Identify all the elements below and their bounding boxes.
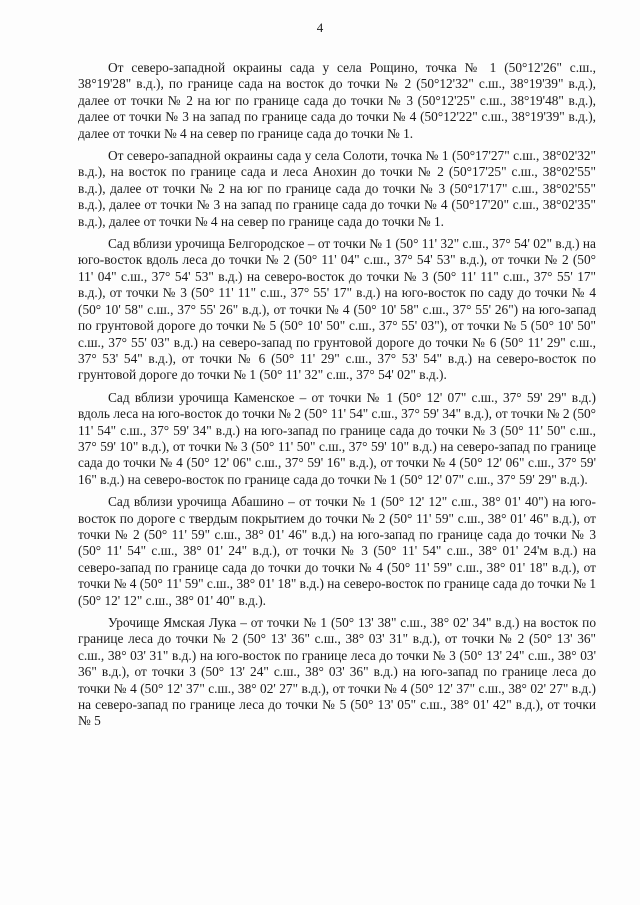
paragraph-soloti-garden: От северо-западной окраины сада у села Солоти, точка № 1 (50°17'27" с.ш., 38°02'32" в.д.), на восток по границе сада и леса Анохин до точки № 2 (50°17'25" с.ш., 38°02'55" в.д.), далее от точки № 2 на юг по границе сада до точки № 3 (50°17'17" с.ш., 38°02'55" в.д.), далее от точки № 3 на запад по границе сада до точки № 4 (50°17'20" с.ш., 38°02'35" в.д.), далее от точки № 4 на север по границе сада до точки № 1. [78, 148, 596, 229]
document-body [78, 60, 596, 736]
paragraph-roshchino-garden: От северо-западной окраины сада у села Рощино, точка № 1 (50°12'26" с.ш., 38°19'28" в.д.), по границе сада на восток до точки № 2 (50°12'32" с.ш., 38°19'39" в.д.), далее от точки № 2 на юг по границе сада до точки № 3 (50°12'25" с.ш., 38°19'48" в.д.), далее от точки № 3 на запад по границе сада до точки № 4 (50°12'22" с.ш., 38°19'39" в.д.), далее от точки № 4 на север по границе сада до точки № 1. [78, 60, 596, 141]
paragraph-kamenskoe-garden: Сад вблизи урочища Каменское – от точки № 1 (50° 12' 07" с.ш., 37° 59' 29" в.д.) вдоль леса на юго-восток до точки № 2 (50° 11' 54" с.ш., 37° 59' 34" в.д.), от точки № 2 (50° 11' 54" с.ш., 37° 59' 34" в.д.) на юго-запад по границе сада до точки № 3 (50° 11' 50" с.ш., 37° 59' 10" в.д.), от точки № 3 (50° 11' 50" с.ш., 37° 59' 10" в.д.) на северо-запад по границе сада до точки № 4 (50° 12' 06" с.ш., 37° 59' 16" в.д.), от точки № 4 (50° 12' 06" с.ш., 37° 59' 16" в.д.) на северо-восток по границе сада до точки № 1 (50° 12' 07" с.ш., 37° 59' 29" в.д.). [78, 389, 596, 487]
paragraph-abashino-garden: Сад вблизи урочища Абашино – от точки № 1 (50° 12' 12" с.ш., 38° 01' 40") на юго-восток по дороге с твердым покрытием до точки № 2 (50° 11' 59" с.ш., 38° 01' 46" в.д.), от точки № 2 (50° 11' 59" с.ш., 38° 01' 46" в.д.) на юго-запад по границе сада до точки № 3 (50° 11' 54" с.ш., 38° 01' 24" в.д.), от точки № 3 (50° 11' 54" с.ш., 38° 01' 24'м в.д.) на северо-запад по границе сада до точки до точки № 4 (50° 11' 59" с.ш., 38° 01' 18" в.д.), от точки № 4 (50° 11' 59" с.ш., 38° 01' 18" в.д.) на северо-восток по границе сада до точки № 1 (50° 12' 12" с.ш., 38° 01' 40" в.д.). [78, 494, 596, 608]
page-number: 4 [316, 20, 324, 35]
paragraph-yamskaya-luka: Урочище Ямская Лука – от точки № 1 (50° 13' 38" с.ш., 38° 02' 34" в.д.) на восток по границе леса до точки № 2 (50° 13' 36" с.ш., 38° 03' 31" в.д.), от точки № 2 (50° 13' 36" с.ш., 38° 03' 31" в.д.) на юго-восток по границе леса до точки № 3 (50° 13' 24" с.ш., 38° 03' 36" в.д.), от точки 3 (50° 13' 24" с.ш., 38° 03' 36" в.д.) на юго-запад по границе леса до точки № 4 (50° 12' 37" с.ш., 38° 02' 27" в.д.), от точки № 4 (50° 12' 37" с.ш., 38° 02' 27" в.д.) на северо-запад по границе леса до точки № 5 (50° 13' 05" с.ш., 38° 01' 42" в.д.), от точки № 5 [78, 615, 596, 729]
paragraph-belgorodskoe-garden: Сад вблизи урочища Белгородское – от точки № 1 (50° 11' 32" с.ш., 37° 54' 02" в.д.) на юго-восток вдоль леса до точки № 2 (50° 11' 04" с.ш., 37° 54' 53" в.д.), от точки № 2 (50° 11' 04" с.ш., 37° 54' 53" в.д.) на северо-восток до точки № 3 (50° 11' 11" с.ш., 37° 55' 17" в.д.), от точки № 3 (50° 11' 11" с.ш., 37° 55' 17" в.д.) на юго-восток по саду до точки № 4 (50° 10' 58" с.ш., 37° 55' 26" в.д.), от точки № 4 (50° 10' 58" с.ш., 37° 55' 26") на юго-запад по грунтовой дороге до точки № 5 (50° 10' 50" с.ш., 37° 55' 03"), от точки № 5 (50° 10' 50" с.ш., 37° 55' 03" в.д.) на северо-запад по грунтовой дороге до точки № 6 (50° 11' 29" с.ш., 37° 53' 54" в.д.), от точки № 6 (50° 11' 29" с.ш., 37° 53' 54" в.д.) на северо-восток по грунтовой дороге до точки № 1 (50° 11' 32" с.ш., 37° 54' 02" в.д.). [78, 236, 596, 383]
